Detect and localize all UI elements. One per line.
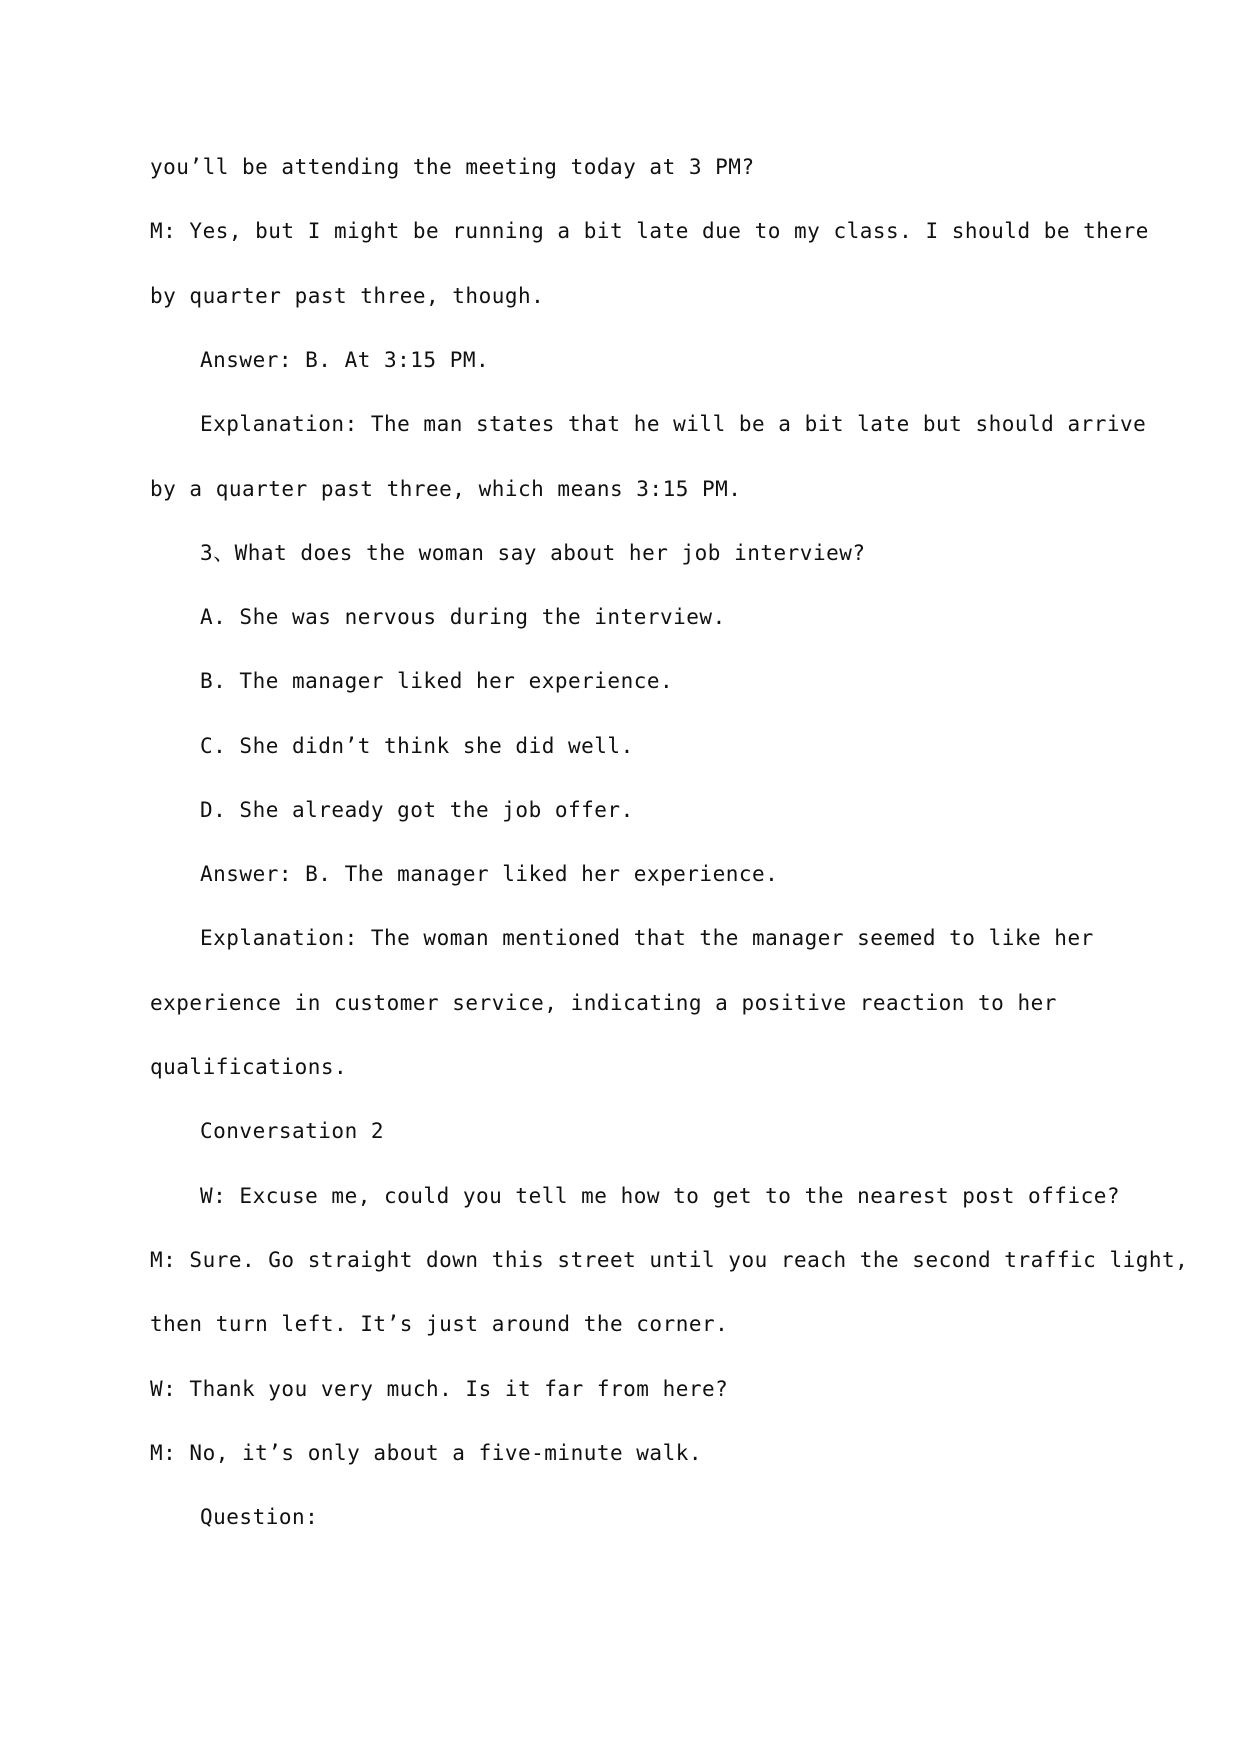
answer-line: Answer: B. The manager liked her experience. xyxy=(200,862,779,886)
option-d: D. She already got the job offer. xyxy=(200,798,634,822)
option-a: A. She was nervous during the interview. xyxy=(200,605,726,629)
section-heading: Conversation 2 xyxy=(200,1119,385,1143)
question-line: 3、What does the woman say about her job interview? xyxy=(200,541,866,565)
dialogue-line: W: Excuse me, could you tell me how to get to the nearest post office? xyxy=(200,1184,1121,1208)
text-line: M: Yes, but I might be running a bit late due to my class. I should be there xyxy=(150,219,1149,243)
option-b: B. The manager liked her experience. xyxy=(200,669,674,693)
text-line: qualifications. xyxy=(150,1055,348,1079)
text-line: experience in customer service, indicating a positive reaction to her xyxy=(150,991,1057,1015)
text-line: you’ll be attending the meeting today at 3 PM? xyxy=(150,155,755,179)
dialogue-line: M: No, it’s only about a five-minute walk. xyxy=(150,1441,703,1465)
text-line: then turn left. It’s just around the corner. xyxy=(150,1312,729,1336)
dialogue-line: M: Sure. Go straight down this street until you reach the second traffic light, xyxy=(150,1248,1189,1272)
option-c: C. She didn’t think she did well. xyxy=(200,734,634,758)
answer-line: Answer: B. At 3:15 PM. xyxy=(200,348,490,372)
dialogue-line: W: Thank you very much. Is it far from here? xyxy=(150,1377,729,1401)
explanation-line: Explanation: The woman mentioned that the manager seemed to like her xyxy=(200,926,1094,950)
explanation-line: Explanation: The man states that he will be a bit late but should arrive xyxy=(200,412,1147,436)
question-label: Question: xyxy=(200,1505,319,1529)
text-line: by quarter past three, though. xyxy=(150,284,545,308)
text-line: by a quarter past three, which means 3:15 PM. xyxy=(150,477,742,501)
